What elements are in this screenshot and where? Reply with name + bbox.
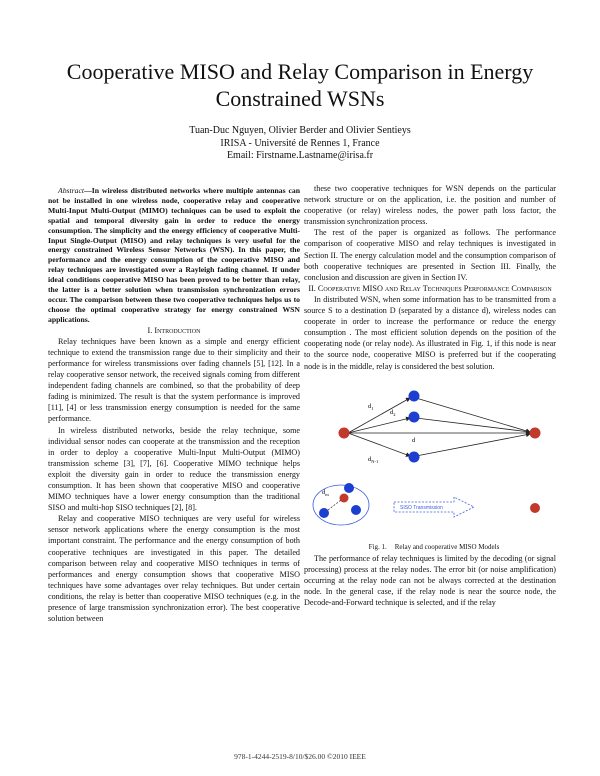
link-s-r2 — [348, 418, 410, 433]
author-names: Tuan-Duc Nguyen, Olivier Berder and Olivier Sentieys — [189, 125, 411, 136]
label-d1: $d_1$ — [368, 402, 374, 411]
section2-paragraph-1: In distributed WSN, when some information has to be transmitted from a source S to a destination D (separated by a distance d), wireless nodes can cooperate in order to increase the performance or reduce the energy consumption . The most efficient solution depends on the position of the cooperating node (or relay node). As illustrated in Fig. 1, if this node is near to the source node, cooperative MISO is preferred but if the cooperating node is in the middle, relay is considered the best solution. — [304, 294, 556, 371]
link-s-r3 — [348, 433, 410, 456]
intro-paragraph-3: Relay and cooperative MISO techniques are very useful for wireless sensor network applications where the energy consumption is the most important constraint. The performance and the energy consumption of both cooperative techniques are investigated in this paper. The detailed comparison between relay and cooperative MISO techniques in terms of performances and energy consumption shows that cooperative MISO techniques have some advantages over relay techniques. But under certain conditions, the relay is better than cooperative MISO techniques (e.g. in the presence of large transmission synchronization error). The best cooperative solution between — [48, 514, 300, 624]
relay-node-2 — [409, 411, 420, 422]
coop-source-node — [340, 493, 349, 502]
link-r1-d — [416, 398, 530, 432]
link-r2-d — [416, 418, 530, 432]
source-node — [339, 427, 350, 438]
author-block — [80, 125, 520, 163]
abstract — [48, 186, 300, 325]
figure-caption-text: Relay and cooperative MISO Models — [394, 542, 500, 551]
author-email: Email: Firstname.Lastname@irisa.fr — [226, 150, 374, 162]
link-r3-d — [416, 434, 530, 456]
paper-title: Cooperative MISO and Relay Comparison in Energy Constrained WSNs — [66, 59, 534, 111]
label-dm: $d_m$ — [322, 488, 329, 497]
label-dn1: $d_{N-1}$ — [368, 455, 379, 464]
figure-caption — [304, 542, 556, 553]
figure-1 — [304, 378, 556, 538]
abstract-label: Abstract — [58, 186, 85, 195]
intro-paragraph-2: In wireless distributed networks, beside the relay technique, some individual sensor nodes can cooperate at the transmission and the reception in order to deploy a cooperative Multi-Input Multi-Output (MIMO) transmission scheme [3], [7], [6]. Cooperative MIMO technique helps exploit the diversity gain in order to reduce the transmission energy consumption. It has been shown that cooperative MISO and cooperative MIMO techniques have a lower energy consumption than the traditional SISO and multi-hop SISO techniques [2], [8]. — [48, 425, 300, 513]
intro-paragraph-1: Relay techniques have been known as a simple and energy efficient technique to extend the transmission range due to their simplicity and their performance for wireless transmissions over fading channels [5], [12]. In a relay cooperative sensor network, the received signals coming from different independent fading channels are combined, so that the probability of deep fading is minimized. The result is that the system performance is improved [11], [4] or less transmission energy consumption is needed for the same performance. — [48, 336, 300, 424]
label-d2: $d_2$ — [390, 408, 396, 417]
relay-node-3 — [409, 451, 420, 462]
destination-node — [530, 427, 541, 438]
section-heading-2: II. Cooperative MISO and Relay Techniques Performance Comparison — [308, 283, 552, 293]
relay-miso-diagram — [304, 378, 556, 538]
author-affiliation: IRISA - Université de Rennes 1, France — [220, 137, 380, 149]
figure-caption-number: Fig. 1. — [368, 542, 387, 551]
left-column — [48, 186, 300, 624]
right-paragraph-1: these two cooperative techniques for WSN depends on the particular network structure or on the application, i.e. the position and number of cooperative (or relay) wireless nodes, the power path loss factor, the transmission synchronization process. — [304, 184, 556, 227]
relay-node-1 — [409, 390, 420, 401]
section2-paragraph-2: The performance of relay techniques is limited by the decoding (or signal processing) process at the relay nodes. The error bit (or noise amplification) occurring at the relay node can not be always corrected at the destination node. In the general case, if the relay node is near the source node, the Decode-and-Forward technique is selected, and if the relay — [304, 553, 556, 608]
right-paragraph-2: The rest of the paper is organized as follows. The performance comparison of cooperative MISO and relay techniques is investigated in Section II. The energy calculation model and the consumption comparison of both cooperative techniques are presented in Section III. Finally, the conclusion and discussion are given in Section IV. — [304, 228, 556, 282]
copyright-footer: 978-1-4244-2519-8/10/$26.00 ©2010 IEEE — [234, 752, 366, 761]
coop-node-1 — [319, 508, 329, 518]
siso-transmission-label: SISO Transmission — [400, 504, 443, 511]
label-d: d — [412, 436, 416, 444]
coop-node-2 — [344, 483, 354, 493]
siso-destination-node — [530, 503, 540, 513]
right-column — [304, 183, 556, 608]
link-s-r1 — [348, 398, 410, 433]
section-heading-intro: I. Introduction — [147, 325, 201, 335]
dm-link — [328, 500, 341, 510]
abstract-text: —In wireless distributed networks where multiple antennas can not be installed in one wireless node, cooperative relay and cooperative Multi-Input Multi-Output (MIMO) techniques can be used to exploit the spatial and temporal diversity gain in order to reduce the energy consumption. The simplicity and the energy efficiency of cooperative Multi-Input Single-Output (MISO) and relay techniques is very useful for the energy constrained Wireless Sensor Networks (WSN). In this paper, the performance and the energy consumption of the cooperative MISO and relay techniques are investigated over a Rayleigh fading channel. If under ideal conditions cooperative MISO has been proved to be better than relay, the latter is a better solution when transmission synchronization errors occur. The comparison between these two cooperative techniques helps us to choose the optimal cooperative strategy for energy constrained WSN applications. — [48, 186, 300, 324]
coop-node-3 — [351, 505, 361, 515]
